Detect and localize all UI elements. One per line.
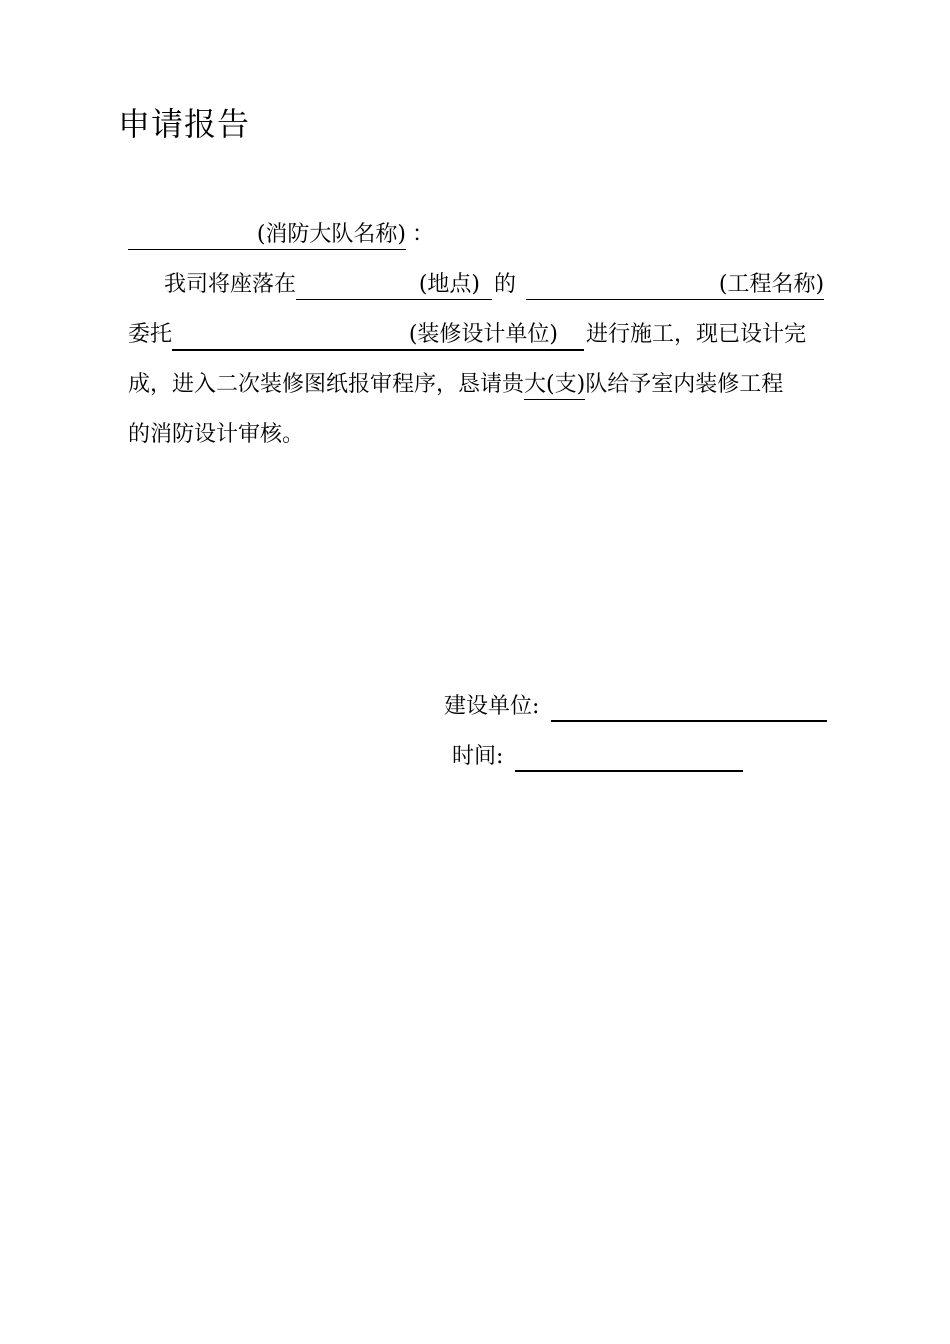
body-p1-prefix: 我司将座落在	[164, 272, 297, 297]
location-placeholder: (地点)	[418, 272, 481, 297]
body-p3-suffix: 队给予室内装修工程	[585, 372, 784, 397]
body-p2-suffix: 进行施工，现已设计完	[586, 322, 807, 347]
signature-unit-label: 建设单位:	[444, 694, 540, 719]
addressee-line	[128, 220, 434, 250]
body-p1-mid: 的	[494, 272, 517, 297]
addressee-blank[interactable]	[128, 221, 406, 250]
signature-unit-field[interactable]	[551, 710, 827, 722]
brigade-choice[interactable]: 大(支)	[524, 371, 585, 400]
addressee-colon: ：	[412, 222, 435, 247]
signature-time-field[interactable]	[515, 760, 743, 772]
location-blank[interactable]	[296, 271, 492, 300]
signature-time-row	[452, 742, 743, 772]
project-blank[interactable]	[526, 271, 824, 300]
body-line-3	[128, 370, 783, 400]
designer-blank[interactable]	[172, 321, 584, 351]
signature-time-label: 时间:	[452, 744, 504, 769]
body-p3-prefix: 成，进入二次装修图纸报审程序，恳请贵	[128, 372, 525, 397]
body-line-2	[128, 320, 806, 351]
body-line-1	[164, 270, 824, 300]
designer-placeholder: (装修设计单位)	[408, 322, 559, 347]
body-p4: 的消防设计审核。	[128, 422, 305, 447]
body-line-4	[128, 420, 304, 450]
signature-unit-row	[444, 692, 827, 722]
addressee-placeholder: (消防大队名称)	[256, 222, 406, 247]
body-p2-prefix: 委托	[128, 322, 173, 347]
document-title: 申请报告	[118, 105, 251, 143]
project-placeholder: (工程名称)	[718, 272, 825, 297]
